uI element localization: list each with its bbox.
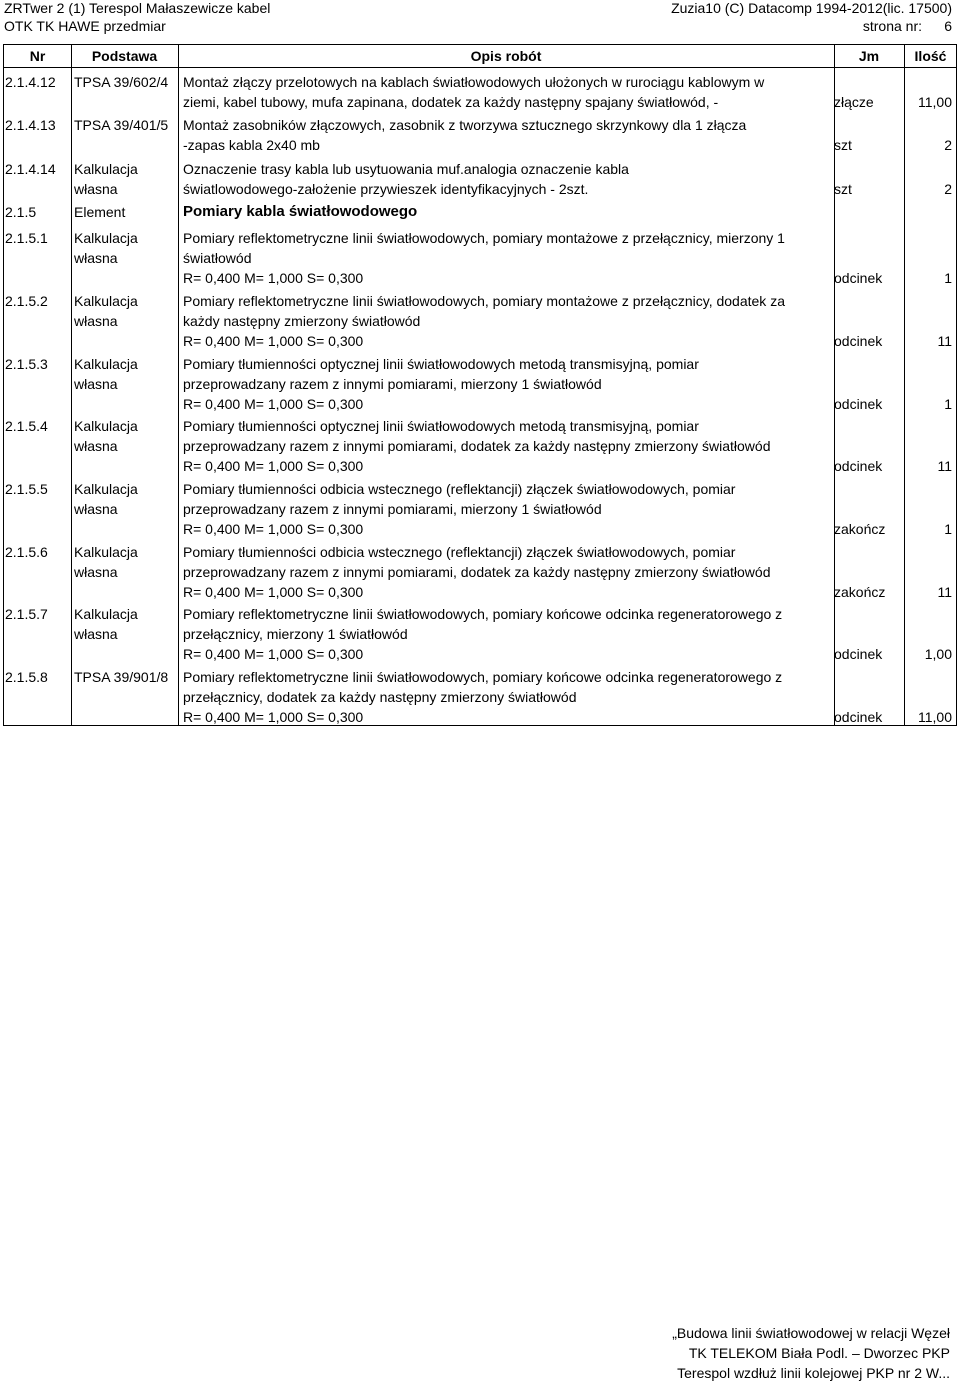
basis-line: własna bbox=[74, 313, 118, 329]
description bbox=[183, 416, 833, 476]
quantity: 2 bbox=[944, 137, 952, 153]
unit: szt bbox=[834, 181, 852, 197]
description-line: Pomiary tłumienności odbicia wstecznego (reflektancji) złączek światłowodowych, pomiar bbox=[183, 544, 736, 560]
quantity: 2 bbox=[944, 181, 952, 197]
unit: odcinek bbox=[834, 709, 883, 725]
basis-line: Kalkulacja bbox=[74, 606, 138, 622]
description-line: Pomiary tłumienności odbicia wstecznego (reflektancji) złączek światłowodowych, pomiar bbox=[183, 481, 736, 497]
description-line: przeprowadzany razem z innymi pomiarami, dodatek za każdy następny zmierzony światłowód bbox=[183, 564, 771, 580]
description bbox=[183, 159, 833, 199]
basis bbox=[74, 202, 178, 222]
basis-line: Kalkulacja bbox=[74, 356, 138, 372]
quantity: 1,00 bbox=[924, 646, 952, 662]
description-line: światłowód bbox=[183, 250, 252, 266]
rms-coefficients: R= 0,400 M= 1,000 S= 0,300 bbox=[183, 709, 364, 725]
basis bbox=[74, 291, 178, 331]
unit: szt bbox=[834, 137, 852, 153]
basis-line: własna bbox=[74, 564, 118, 580]
basis bbox=[74, 72, 178, 92]
position-number: 2.1.4.12 bbox=[5, 74, 56, 90]
description-line: przeprowadzany razem z innymi pomiarami, dodatek za każdy następny zmierzony światłowód bbox=[183, 438, 771, 454]
basis bbox=[74, 159, 178, 199]
description bbox=[183, 228, 833, 288]
unit: złącze bbox=[834, 94, 874, 110]
basis-line: Kalkulacja bbox=[74, 481, 138, 497]
description-line: każdy następny zmierzony światłowód bbox=[183, 313, 421, 329]
rms-coefficients: R= 0,400 M= 1,000 S= 0,300 bbox=[183, 646, 364, 662]
basis-line: własna bbox=[74, 438, 118, 454]
quantity: 11 bbox=[937, 584, 952, 600]
page-label: strona nr: bbox=[862, 18, 922, 34]
project-title-line: TK TELEKOM Biała Podl. – Dworzec PKP bbox=[688, 1345, 950, 1361]
description-line: Pomiary reflektometryczne linii światłowodowych, pomiary montażowe z przełącznicy, dodatek za bbox=[183, 293, 785, 309]
description-line: światlowodowego-założenie przywieszek identyfikacyjnych - 2szt. bbox=[183, 181, 589, 197]
basis-line: Element bbox=[74, 204, 126, 220]
position-number: 2.1.5.1 bbox=[5, 230, 48, 246]
column-header-opis: Opis robót bbox=[470, 48, 542, 64]
column-header-podstawa: Podstawa bbox=[91, 48, 158, 64]
column-divider bbox=[178, 45, 179, 725]
basis-line: własna bbox=[74, 626, 118, 642]
description bbox=[183, 542, 833, 602]
description bbox=[183, 115, 833, 155]
description bbox=[183, 667, 833, 727]
basis-line: własna bbox=[74, 376, 118, 392]
description-line: Pomiary reflektometryczne linii światłowodowych, pomiary końcowe odcinka regeneratorowego z bbox=[183, 606, 783, 622]
column-header-jm: Jm bbox=[858, 48, 880, 64]
unit: odcinek bbox=[834, 458, 883, 474]
description-line: przeprowadzany razem z innymi pomiarami, mierzony 1 światłowód bbox=[183, 501, 602, 517]
basis bbox=[74, 416, 178, 456]
description-line: Montaż zasobników złączowych, zasobnik z tworzywa sztucznego skrzynkowy dla 1 złącza bbox=[183, 117, 747, 133]
description-line: Pomiary tłumienności optycznej linii światłowodowych metodą transmisyjną, pomiar bbox=[183, 418, 699, 434]
position-number: 2.1.4.14 bbox=[5, 161, 56, 177]
basis bbox=[74, 354, 178, 394]
rms-coefficients: R= 0,400 M= 1,000 S= 0,300 bbox=[183, 584, 364, 600]
position-number: 2.1.5.6 bbox=[5, 544, 48, 560]
position-number: 2.1.5.8 bbox=[5, 669, 48, 685]
basis-line: Kalkulacja bbox=[74, 544, 138, 560]
column-divider bbox=[904, 45, 905, 725]
basis-line: Kalkulacja bbox=[74, 161, 138, 177]
document-source-title: ZRTwer 2 (1) Terespol Małaszewicze kabel bbox=[4, 0, 271, 16]
quantity: 11,00 bbox=[918, 709, 952, 725]
basis-line: własna bbox=[74, 501, 118, 517]
unit: zakończ bbox=[834, 584, 886, 600]
rms-coefficients: R= 0,400 M= 1,000 S= 0,300 bbox=[183, 333, 364, 349]
description bbox=[183, 72, 833, 112]
description-line: przeprowadzany razem z innymi pomiarami, mierzony 1 światłowód bbox=[183, 376, 602, 392]
position-number: 2.1.5.2 bbox=[5, 293, 48, 309]
position-number: 2.1.4.13 bbox=[5, 117, 56, 133]
unit: odcinek bbox=[834, 270, 883, 286]
software-credit: Zuzia10 (C) Datacomp 1994-2012(lic. 17500) bbox=[671, 0, 952, 16]
quantity: 1 bbox=[944, 396, 952, 412]
position-number: 2.1.5.5 bbox=[5, 481, 48, 497]
basis bbox=[74, 604, 178, 644]
column-divider bbox=[71, 45, 72, 725]
basis-line: Kalkulacja bbox=[74, 418, 138, 434]
document-subtitle: OTK TK HAWE przedmiar bbox=[4, 18, 166, 34]
rms-coefficients: R= 0,400 M= 1,000 S= 0,300 bbox=[183, 458, 364, 474]
description-line: Montaż złączy przelotowych na kablach światłowodowych ułożonych w rurociągu kablowym w bbox=[183, 74, 765, 90]
basis-line: Kalkulacja bbox=[74, 293, 138, 309]
basis bbox=[74, 542, 178, 582]
page-indicator bbox=[863, 16, 952, 36]
description-line: Pomiary reflektometryczne linii światłowodowych, pomiary montażowe z przełącznicy, mierzony 1 bbox=[183, 230, 785, 246]
header-divider bbox=[4, 67, 956, 68]
basis-line: własna bbox=[74, 181, 118, 197]
basis bbox=[74, 667, 178, 687]
unit: odcinek bbox=[834, 333, 883, 349]
description bbox=[183, 604, 833, 664]
description bbox=[183, 291, 833, 351]
quantity: 11 bbox=[937, 333, 952, 349]
rms-coefficients: R= 0,400 M= 1,000 S= 0,300 bbox=[183, 396, 364, 412]
unit: zakończ bbox=[834, 521, 886, 537]
column-header-nr: Nr bbox=[29, 48, 46, 64]
basis-line: własna bbox=[74, 250, 118, 266]
report-header-line-2 bbox=[4, 16, 952, 36]
project-footer bbox=[672, 1323, 950, 1383]
quantity: 1 bbox=[944, 270, 952, 286]
description bbox=[183, 479, 833, 539]
basis bbox=[74, 479, 178, 519]
position-number: 2.1.5.3 bbox=[5, 356, 48, 372]
project-title-line: „Budowa linii światłowodowej w relacji Węzeł bbox=[672, 1325, 950, 1341]
description-line: Pomiary reflektometryczne linii światłowodowych, pomiary końcowe odcinka regeneratorowego z bbox=[183, 669, 783, 685]
description-line: -zapas kabla 2x40 mb bbox=[183, 137, 320, 153]
basis bbox=[74, 228, 178, 268]
description bbox=[183, 354, 833, 414]
quantity: 11,00 bbox=[918, 94, 952, 110]
description-line: ziemi, kabel tubowy, mufa zapinana, dodatek za każdy następny spajany światłowód, - bbox=[183, 94, 719, 110]
description-line: przełącznicy, dodatek za każdy następny zmierzony światłowód bbox=[183, 689, 577, 705]
basis-line: Kalkulacja bbox=[74, 230, 138, 246]
quantity: 11 bbox=[937, 458, 952, 474]
description-line: przełącznicy, mierzony 1 światłowód bbox=[183, 626, 408, 642]
position-number: 2.1.5.4 bbox=[5, 418, 48, 434]
description-line: Oznaczenie trasy kabla lub usytuowania muf.analogia oznaczenie kabla bbox=[183, 161, 629, 177]
section-title: Pomiary kabla światłowodowego bbox=[183, 203, 418, 220]
unit: odcinek bbox=[834, 646, 883, 662]
quantity: 1 bbox=[944, 521, 952, 537]
project-title-line: Terespol wzdłuż linii kolejowej PKP nr 2 W... bbox=[677, 1365, 950, 1381]
position-number: 2.1.5.7 bbox=[5, 606, 48, 622]
rms-coefficients: R= 0,400 M= 1,000 S= 0,300 bbox=[183, 521, 364, 537]
bill-of-quantities-table bbox=[3, 44, 957, 726]
position-number: 2.1.5 bbox=[5, 204, 37, 220]
basis-line: TPSA 39/901/8 bbox=[74, 669, 169, 685]
basis-line: TPSA 39/401/5 bbox=[74, 117, 169, 133]
basis-line: TPSA 39/602/4 bbox=[74, 74, 169, 90]
column-header-ilosc: Ilość bbox=[914, 48, 947, 64]
unit: odcinek bbox=[834, 396, 883, 412]
description-line: Pomiary tłumienności optycznej linii światłowodowych metodą transmisyjną, pomiar bbox=[183, 356, 699, 372]
rms-coefficients: R= 0,400 M= 1,000 S= 0,300 bbox=[183, 270, 364, 286]
basis bbox=[74, 115, 178, 135]
page-number: 6 bbox=[944, 18, 952, 34]
